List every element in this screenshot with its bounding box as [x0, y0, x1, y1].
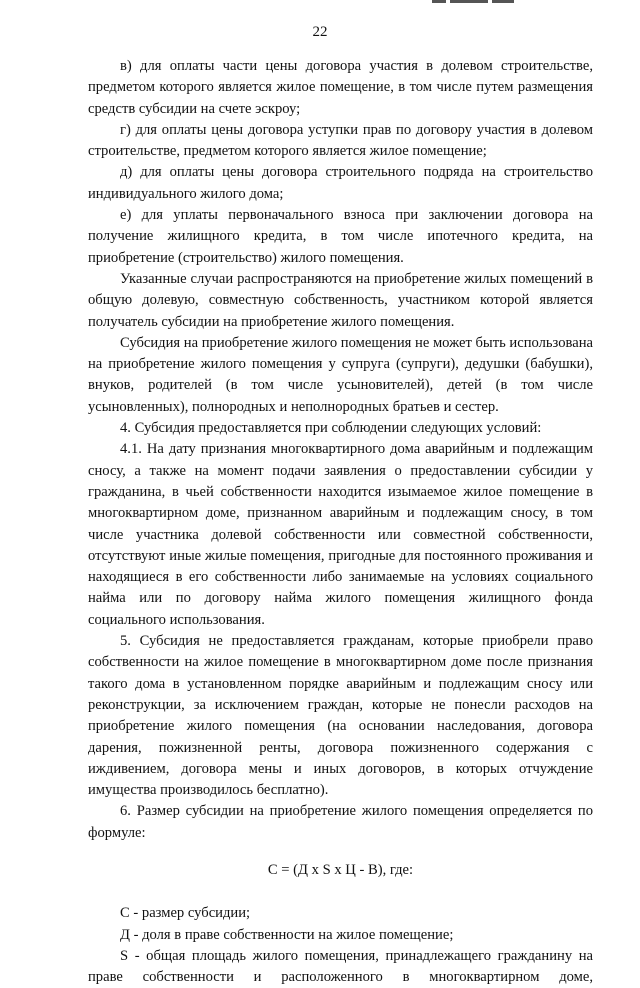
definition-c: C - размер субсидии;: [120, 905, 251, 922]
definition-s: S - общая площадь жилого помещения, принадлежащего гражданину на праве собственности и расположенного в многоквартирном доме,: [88, 947, 593, 986]
paragraph-subsidy-restriction: Субсидия на приобретение жилого помещения не может быть использована на приобретение жилого помещения у супруга (супруги), дедушки (бабушки), внуков, родителей (в том числе усыновителей), детей (в том числе усыновленных), полнородных и неполнородных братьев и сестер.: [88, 334, 593, 415]
subsidy-formula: C = (Д x S x Ц - В), где:: [267, 861, 414, 878]
paragraph-5: 5. Субсидия не предоставляется гражданам, которые приобрели право собственности на жилое помещение в многоквартирном доме после признания такого дома в установленном порядке аварийным и подлежащим сносу или реконструкции, за исключением граждан, которые не понесли расходов на приобретение жилого помещения (на основании наследования, договора дарения, пожизненной ренты, договора пожизненного содержания с иждивением, договора мены и иных договоров, в которых отчуждение имущества производилось бесплатно).: [88, 633, 593, 799]
paragraph-6: 6. Размер субсидии на приобретение жилого помещения определяется по формуле:: [88, 803, 593, 841]
paragraph-d: д) для оплаты цены договора строительного подряда на строительство индивидуального жилого дома;: [88, 164, 593, 202]
paragraph-e: е) для уплаты первоначального взноса при заключении договора на получение жилищного кредита, в том числе ипотечного кредита, на приобретение (строительство) жилого помещения.: [88, 207, 593, 266]
document-body: [88, 56, 593, 988]
scan-edge-mark: [432, 0, 522, 4]
paragraph-g: г) для оплаты цены договора уступки прав по договору участия в долевом строительстве, предметом которого является жилое помещение;: [88, 121, 593, 160]
paragraph-4-1: 4.1. На дату признания многоквартирного дома аварийным и подлежащим сносу, а также на момент подачи заявления о предоставлении субсидии у гражданина, в чьей собственности находится изымаемое жилое помещение в многоквартирном доме, признанном аварийным и подлежащим сносу, в том числе участника долевой собственности или совместной собственности, отсутствуют иные жилые помещения, пригодные для постоянного проживания и находящиеся в его собственности либо занимаемые на условиях социального найма или по договору найма жилого помещения жилищного фонда социального использования.: [88, 441, 593, 628]
page-number: 22: [312, 24, 328, 40]
paragraph-v: в) для оплаты части цены договора участия в долевом строительстве, предметом которого является жилое помещение, в том числе путем размещения средств субсидии на счете эскроу;: [88, 58, 593, 117]
paragraph-4-conditions: 4. Субсидия предоставляется при соблюдении следующих условий:: [120, 420, 542, 437]
paragraph-cases-apply: Указанные случаи распространяются на приобретение жилых помещений в общую долевую, совместную собственность, участником которой является получатель субсидии на приобретение жилого помещения.: [88, 270, 593, 330]
definition-d: Д - доля в праве собственности на жилое помещение;: [120, 926, 454, 943]
